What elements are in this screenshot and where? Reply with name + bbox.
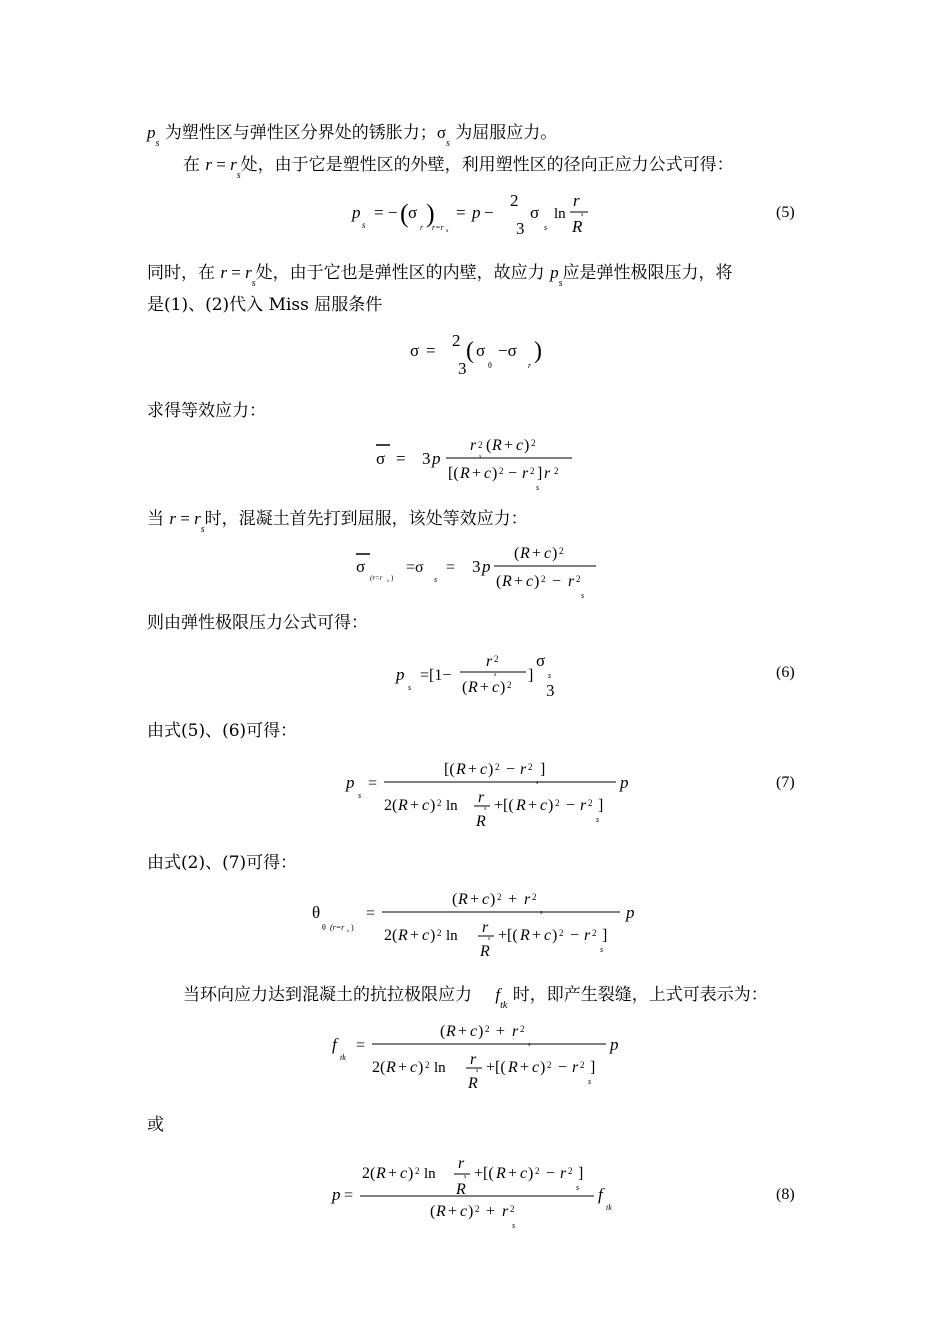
svg-text:p: p xyxy=(620,773,629,792)
svg-text:s: s xyxy=(536,483,540,492)
svg-text:R: R xyxy=(520,545,530,562)
svg-text:+: + xyxy=(410,927,420,944)
paragraph-line-1: $p_s$ 为塑性区与弹性区分界处的锈胀力；$\sigma_s$ 为屈服应力。 xyxy=(147,123,558,149)
svg-text:s: s xyxy=(476,1068,479,1074)
svg-text:+: + xyxy=(532,545,542,562)
svg-text:]: ] xyxy=(598,797,604,814)
svg-text:2: 2 xyxy=(535,1166,540,1176)
svg-text:R: R xyxy=(398,927,408,944)
svg-text:= −: = − xyxy=(374,203,398,222)
text-l2a: 在 xyxy=(183,155,200,175)
svg-text:s: s xyxy=(484,806,487,812)
svg-text:(: ( xyxy=(440,1023,446,1040)
svg-text:r: r xyxy=(512,1023,519,1040)
paragraph-line-7: 则由弹性极限压力公式可得： xyxy=(147,613,368,633)
svg-text:ln: ln xyxy=(446,798,458,814)
svg-text:r: r xyxy=(502,1203,509,1220)
svg-text:2: 2 xyxy=(475,1204,480,1214)
svg-text:+: + xyxy=(480,679,490,696)
svg-text:): ) xyxy=(430,927,436,944)
svg-text:(: ( xyxy=(400,199,409,228)
svg-text:2: 2 xyxy=(452,331,461,350)
svg-text:(: ( xyxy=(452,891,458,908)
svg-text:p: p xyxy=(352,203,361,222)
svg-text:): ) xyxy=(552,927,558,944)
svg-text:−: − xyxy=(506,761,516,778)
svg-text:c: c xyxy=(470,1023,478,1040)
svg-text:+: + xyxy=(472,465,482,482)
svg-text:r: r xyxy=(572,1059,579,1076)
svg-text:=: = xyxy=(396,449,406,468)
svg-text:R: R xyxy=(502,573,512,590)
svg-text:s: s xyxy=(488,936,491,942)
svg-text:c: c xyxy=(544,545,552,562)
svg-text:R: R xyxy=(492,437,502,454)
svg-text:s: s xyxy=(358,791,362,800)
svg-text:): ) xyxy=(490,891,496,908)
text-l3b: 处，由于它也是弹性区的内壁，故应力 xyxy=(255,263,545,283)
equation-equivalent-stress xyxy=(370,432,590,496)
svg-text:+: + xyxy=(470,891,480,908)
svg-text:c: c xyxy=(516,437,524,454)
svg-text:s: s xyxy=(446,228,449,234)
svg-text:2: 2 xyxy=(499,466,504,476)
svg-text:s: s xyxy=(600,945,604,954)
svg-text:r: r xyxy=(573,191,580,210)
svg-text:f: f xyxy=(332,1035,337,1054)
svg-text:+: + xyxy=(508,1165,518,1182)
svg-text:=: = xyxy=(366,905,376,922)
svg-text:): ) xyxy=(492,465,498,482)
svg-text:+[(: +[( xyxy=(494,797,514,814)
svg-text:2: 2 xyxy=(437,798,442,808)
svg-text:ln: ln xyxy=(446,928,458,944)
svg-text:r: r xyxy=(528,361,532,370)
svg-text:ln: ln xyxy=(424,1166,436,1182)
equation-ftk xyxy=(326,1018,636,1096)
paragraph-line-11: 或 xyxy=(147,1115,164,1135)
svg-text:σ: σ xyxy=(376,449,386,468)
svg-text:−: − xyxy=(546,1165,556,1182)
svg-text:+: + xyxy=(508,891,518,908)
svg-text:s: s xyxy=(528,1042,531,1048)
svg-text:2: 2 xyxy=(559,928,564,938)
svg-text:r: r xyxy=(522,465,529,482)
svg-text:2: 2 xyxy=(497,892,502,902)
svg-text:+: + xyxy=(504,437,514,454)
svg-text:R: R xyxy=(572,217,583,236)
equation-number-6: (6) xyxy=(776,664,795,681)
equation-theta xyxy=(306,886,646,962)
svg-text:s: s xyxy=(596,815,600,824)
svg-text:3: 3 xyxy=(472,557,481,576)
svg-text:s: s xyxy=(408,683,412,692)
svg-text:R: R xyxy=(386,1059,396,1076)
svg-text:−: − xyxy=(484,203,494,222)
svg-text:−: − xyxy=(508,465,518,482)
text-l10a: 当环向应力达到混凝土的抗拉极限应力 xyxy=(183,985,472,1005)
svg-text:p: p xyxy=(432,449,441,468)
svg-text:s: s xyxy=(494,672,497,678)
svg-text:2: 2 xyxy=(588,798,593,808)
svg-text:2: 2 xyxy=(437,928,442,938)
svg-text:+: + xyxy=(520,1059,530,1076)
svg-text:R: R xyxy=(508,1059,518,1076)
svg-text:R: R xyxy=(520,927,530,944)
svg-text:c: c xyxy=(410,1059,418,1076)
svg-text:s: s xyxy=(347,929,349,934)
svg-text:s: s xyxy=(548,671,552,680)
svg-text:3: 3 xyxy=(516,219,525,238)
svg-text:=: = xyxy=(356,1037,366,1054)
paragraph-line-3: 同时，在 $r = r_s$处，由于它也是弹性区的内壁，故应力 $p_s$应是弹性极限压力，将 xyxy=(147,263,733,289)
svg-text:2: 2 xyxy=(559,546,564,556)
svg-text:): ) xyxy=(488,761,494,778)
svg-text:2: 2 xyxy=(532,892,537,902)
svg-text:2: 2 xyxy=(555,798,560,808)
svg-text:p: p xyxy=(332,1185,341,1204)
paragraph-line-8: 由式(5)、(6)可得： xyxy=(147,721,298,741)
svg-text:): ) xyxy=(534,338,542,364)
svg-text:s: s xyxy=(588,1077,592,1086)
svg-text:p: p xyxy=(346,773,355,792)
svg-text:2: 2 xyxy=(580,1060,585,1070)
svg-text:2: 2 xyxy=(507,680,512,690)
svg-text:=: = xyxy=(456,203,466,222)
text-l6a: 当 xyxy=(147,509,164,529)
svg-text:s: s xyxy=(540,910,543,916)
svg-text:+[(: +[( xyxy=(498,927,518,944)
svg-text:p: p xyxy=(396,665,405,684)
svg-text:r: r xyxy=(458,1155,465,1172)
svg-text:): ) xyxy=(534,573,540,590)
svg-text:]: ] xyxy=(578,1165,584,1182)
svg-text:c: c xyxy=(460,1203,468,1220)
svg-text:r: r xyxy=(520,761,527,778)
svg-text:2: 2 xyxy=(415,1166,420,1176)
svg-text:): ) xyxy=(351,923,354,932)
svg-text:3: 3 xyxy=(458,359,467,378)
svg-text:+: + xyxy=(410,797,420,814)
svg-text:3: 3 xyxy=(546,681,555,700)
svg-text:): ) xyxy=(524,437,530,454)
svg-text:(: ( xyxy=(486,437,492,454)
svg-text:=: = xyxy=(368,775,378,792)
svg-text:=: = xyxy=(446,559,456,576)
svg-text:2: 2 xyxy=(478,440,483,450)
svg-text:): ) xyxy=(548,797,554,814)
svg-text:(: ( xyxy=(430,1203,436,1220)
svg-text:c: c xyxy=(482,891,490,908)
svg-text:2: 2 xyxy=(510,191,519,210)
svg-text:+: + xyxy=(532,927,542,944)
svg-text:R: R xyxy=(496,1165,506,1182)
svg-text:2: 2 xyxy=(547,1060,552,1070)
svg-text:σ: σ xyxy=(410,341,420,360)
svg-text:s: s xyxy=(434,575,438,584)
svg-text:c: c xyxy=(540,797,548,814)
paragraph-line-4: 是(1)、(2)代入 Miss 屈服条件 xyxy=(147,295,383,315)
svg-text:r: r xyxy=(420,223,424,232)
svg-text:r: r xyxy=(580,797,587,814)
svg-text:]: ] xyxy=(590,1059,596,1076)
svg-text:2: 2 xyxy=(530,466,535,476)
svg-text:2(: 2( xyxy=(362,1165,376,1182)
paragraph-line-6: 当 $r = r_s$时，混凝土首先打到屈服，该处等效应力： xyxy=(147,509,528,535)
svg-text:R: R xyxy=(460,465,470,482)
svg-text:s: s xyxy=(581,591,585,600)
svg-text:R: R xyxy=(398,797,408,814)
svg-text:]: ] xyxy=(602,927,608,944)
svg-text:): ) xyxy=(540,1059,546,1076)
svg-text:σ: σ xyxy=(476,341,486,360)
svg-text:θ: θ xyxy=(312,903,321,922)
svg-text:θ: θ xyxy=(322,923,326,932)
svg-text:r: r xyxy=(584,927,591,944)
svg-text:c: c xyxy=(480,761,488,778)
svg-text:+: + xyxy=(448,1203,458,1220)
svg-text:r: r xyxy=(568,573,575,590)
svg-text:): ) xyxy=(418,1059,424,1076)
svg-text:tk: tk xyxy=(606,1203,612,1212)
svg-text:s: s xyxy=(581,212,584,218)
svg-text:r=r: r=r xyxy=(432,223,444,232)
svg-text:): ) xyxy=(408,1165,414,1182)
svg-text:c: c xyxy=(532,1059,540,1076)
svg-text:): ) xyxy=(468,1203,474,1220)
svg-text:s: s xyxy=(387,579,389,584)
svg-text:+: + xyxy=(528,797,538,814)
svg-text:+: + xyxy=(388,1165,398,1182)
svg-text:ln: ln xyxy=(434,1060,446,1076)
svg-text:s: s xyxy=(512,1221,516,1230)
svg-text:3: 3 xyxy=(422,449,431,468)
svg-text:c: c xyxy=(422,797,430,814)
svg-text:c: c xyxy=(544,927,552,944)
paragraph-line-10: 当环向应力达到混凝土的抗拉极限应力 $f_{tk}$ 时，即产生裂缝，上式可表示为： xyxy=(183,985,768,1011)
svg-text:2: 2 xyxy=(554,466,559,476)
svg-text:): ) xyxy=(426,199,435,228)
text-l3a: 同时，在 xyxy=(147,263,215,283)
svg-text:=[1−: =[1− xyxy=(420,667,452,684)
svg-text:2(: 2( xyxy=(384,797,398,814)
svg-text:r: r xyxy=(470,1051,477,1068)
svg-text:ln: ln xyxy=(554,206,566,222)
svg-text:R: R xyxy=(468,1075,478,1092)
svg-text:σ: σ xyxy=(530,203,540,222)
svg-text:+: + xyxy=(514,573,524,590)
svg-text:σ: σ xyxy=(536,651,546,670)
svg-text:s: s xyxy=(479,454,482,460)
svg-text:): ) xyxy=(552,545,558,562)
svg-text:): ) xyxy=(391,574,394,582)
svg-text:θ: θ xyxy=(488,361,492,370)
svg-text:]: ] xyxy=(528,667,534,684)
equation-5 xyxy=(340,186,620,240)
svg-text:s: s xyxy=(536,780,539,786)
svg-text:): ) xyxy=(528,1165,534,1182)
svg-text:R: R xyxy=(376,1165,386,1182)
svg-text:c: c xyxy=(492,679,500,696)
equation-7 xyxy=(340,756,640,832)
svg-text:r: r xyxy=(482,919,489,936)
svg-text:2: 2 xyxy=(576,574,581,584)
svg-text:+: + xyxy=(486,1203,496,1220)
svg-text:p: p xyxy=(610,1035,619,1054)
svg-text:2: 2 xyxy=(495,762,500,772)
svg-text:(r=r: (r=r xyxy=(330,923,345,932)
svg-text:r: r xyxy=(544,465,551,482)
svg-text:=: = xyxy=(344,1187,354,1204)
equation-miss xyxy=(400,328,560,378)
svg-text:−: − xyxy=(570,927,580,944)
svg-text:]: ] xyxy=(537,465,543,482)
text-l1a: 为塑性区与弹性区分界处的锈胀力； xyxy=(164,123,437,143)
svg-text:p: p xyxy=(472,203,481,222)
svg-text:[(: [( xyxy=(444,761,455,778)
equation-stress-at-rs xyxy=(350,540,610,604)
svg-text:−: − xyxy=(558,1059,568,1076)
svg-text:R: R xyxy=(456,1181,466,1198)
svg-text:−: − xyxy=(552,573,562,590)
svg-text:σ: σ xyxy=(408,203,418,222)
svg-text:2: 2 xyxy=(531,438,536,448)
text-l1b: 为屈服应力。 xyxy=(455,123,558,143)
svg-text:s: s xyxy=(544,223,548,232)
svg-text:r: r xyxy=(478,789,485,806)
svg-text:R: R xyxy=(476,813,486,830)
svg-text:2: 2 xyxy=(568,1166,573,1176)
text-l10b: 时，即产生裂缝，上式可表示为： xyxy=(512,985,768,1005)
svg-text:2: 2 xyxy=(520,1024,525,1034)
svg-text:r: r xyxy=(524,891,531,908)
svg-text:R: R xyxy=(446,1023,456,1040)
svg-text:2: 2 xyxy=(510,1204,515,1214)
svg-text:): ) xyxy=(430,797,436,814)
svg-text:R: R xyxy=(480,943,490,960)
svg-text:R: R xyxy=(516,797,526,814)
paragraph-line-2: 在 $r = r_s$处，由于它是塑性区的外壁，利用塑性区的径向正应力公式可得： xyxy=(183,155,734,181)
svg-text:s: s xyxy=(576,1183,580,1192)
svg-text:(r=r: (r=r xyxy=(370,574,383,582)
svg-text:f: f xyxy=(598,1185,603,1204)
svg-text:r: r xyxy=(560,1165,567,1182)
svg-text:c: c xyxy=(484,465,492,482)
svg-text:(: ( xyxy=(462,679,468,696)
paragraph-line-9: 由式(2)、(7)可得： xyxy=(147,853,298,873)
svg-text:2: 2 xyxy=(485,1024,490,1034)
svg-text:p: p xyxy=(482,557,491,576)
svg-text:p: p xyxy=(626,903,635,922)
svg-text:2(: 2( xyxy=(372,1059,386,1076)
svg-text:R: R xyxy=(458,891,468,908)
svg-text:c: c xyxy=(400,1165,408,1182)
text-l2b: 处，由于它是塑性区的外壁，利用塑性区的径向正应力公式可得： xyxy=(240,155,734,175)
svg-text:tk: tk xyxy=(340,1053,346,1062)
equation-8 xyxy=(326,1148,636,1230)
svg-text:σ: σ xyxy=(356,557,366,576)
svg-text:s: s xyxy=(464,1174,467,1180)
svg-text:2: 2 xyxy=(592,928,597,938)
svg-text:s: s xyxy=(362,220,366,230)
paragraph-line-5: 求得等效应力： xyxy=(147,401,266,421)
svg-text:(: ( xyxy=(466,338,474,364)
svg-text:(: ( xyxy=(496,573,502,590)
svg-text:2: 2 xyxy=(528,762,533,772)
svg-text:2: 2 xyxy=(425,1060,430,1070)
svg-text:R: R xyxy=(436,1203,446,1220)
svg-text:r: r xyxy=(470,437,477,454)
svg-text:+: + xyxy=(398,1059,408,1076)
svg-text:−σ: −σ xyxy=(498,341,517,360)
svg-text:2: 2 xyxy=(494,654,499,664)
svg-text:): ) xyxy=(500,679,506,696)
equation-6 xyxy=(390,648,590,708)
svg-text:R: R xyxy=(468,679,478,696)
svg-text:2: 2 xyxy=(541,574,546,584)
svg-text:+[(: +[( xyxy=(486,1059,506,1076)
svg-text:r: r xyxy=(486,653,493,670)
svg-text:c: c xyxy=(422,927,430,944)
svg-text:=σ: =σ xyxy=(406,559,424,576)
svg-text:R: R xyxy=(456,761,466,778)
svg-text:): ) xyxy=(478,1023,484,1040)
svg-text:+: + xyxy=(458,1023,468,1040)
svg-text:[(: [( xyxy=(448,465,459,482)
text-l3c: 应是弹性极限压力，将 xyxy=(562,263,733,283)
svg-text:2(: 2( xyxy=(384,927,398,944)
svg-text:=: = xyxy=(426,341,436,360)
equation-number-5: (5) xyxy=(776,204,795,221)
text-l6b: 时，混凝土首先打到屈服，该处等效应力： xyxy=(204,509,528,529)
svg-text:+: + xyxy=(496,1023,506,1040)
svg-text:]: ] xyxy=(540,761,546,778)
svg-text:c: c xyxy=(526,573,534,590)
svg-text:+: + xyxy=(468,761,478,778)
equation-number-8: (8) xyxy=(776,1186,795,1203)
svg-text:+[(: +[( xyxy=(474,1165,494,1182)
svg-text:−: − xyxy=(566,797,576,814)
svg-text:c: c xyxy=(520,1165,528,1182)
equation-number-7: (7) xyxy=(776,774,795,791)
svg-text:(: ( xyxy=(514,545,520,562)
